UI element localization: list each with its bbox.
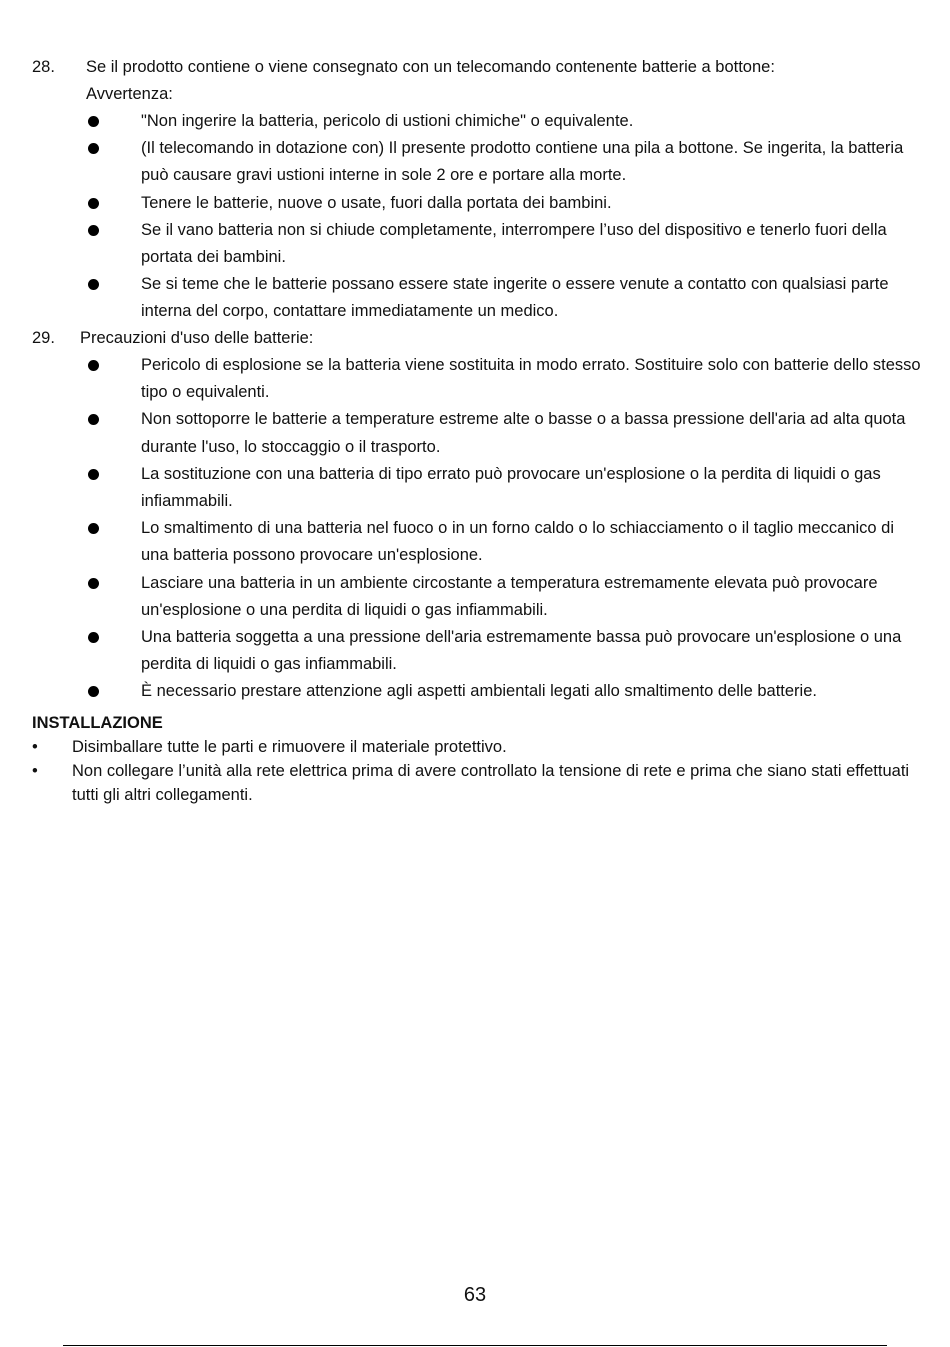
bullet-text: (Il telecomando in dotazione con) Il presente prodotto contiene una pila a bottone. Se ingerita, la batteria può causare gravi ustioni interne in sole 2 ore e portare alla morte. (141, 139, 904, 185)
item-intro: Se il prodotto contiene o viene consegnato con un telecomando contenente batterie a bottone: (86, 58, 775, 76)
bullet-item (32, 461, 922, 515)
section-heading-installazione: INSTALLAZIONE (32, 714, 163, 732)
bullet-dot-icon (88, 686, 99, 697)
bullet-text: "Non ingerire la batteria, pericolo di ustioni chimiche" o equivalente. (141, 112, 634, 130)
bullet-dot-icon (88, 578, 99, 589)
bullet-text: Pericolo di esplosione se la batteria viene sostituita in modo errato. Sostituire solo con batterie dello stesso tipo o equivalenti. (141, 356, 921, 402)
bullet-text: Se il vano batteria non si chiude completamente, interrompere l’uso del dispositivo e tenerlo fuori della portata dei bambini. (141, 220, 887, 267)
bullet-dot-icon (88, 632, 99, 643)
item-intro: Precauzioni d'uso delle batterie: (80, 329, 314, 347)
list-item (32, 759, 922, 807)
bullet-item (32, 515, 922, 569)
bullet-text: La sostituzione con una batteria di tipo errato può provocare un'esplosione o la perdita di liquidi o gas infiammabili. (141, 464, 881, 511)
bullet-dot-icon (88, 116, 99, 127)
bullet-dot-icon (88, 523, 99, 534)
bullet-item (32, 217, 922, 271)
item-number: 29. (32, 329, 55, 347)
bullet-dot-icon (88, 198, 99, 209)
bullet-text: Tenere le batterie, nuove o usate, fuori dalla portata dei bambini. (141, 193, 612, 212)
list-item-text: Disimballare tutte le parti e rimuovere il materiale protettivo. (72, 738, 507, 756)
list-item-text: Non collegare l’unità alla rete elettrica prima di avere controllato la tensione di rete e prima che siano stati effettuati tutti gli altri collegamenti. (72, 762, 910, 804)
bullet-text: Lo smaltimento di una batteria nel fuoco o in un forno caldo o lo schiacciamento o il taglio meccanico di una batteria possono provocare un'esplosione. (141, 519, 895, 565)
bullet-item (32, 190, 922, 217)
bullet-list (32, 108, 922, 326)
bullet-list (32, 352, 922, 706)
bullet-item (32, 570, 922, 624)
bullet-text: È necessario prestare attenzione agli aspetti ambientali legati allo smaltimento delle batterie. (141, 682, 817, 701)
bullet-text: Lasciare una batteria in un ambiente circostante a temperatura estremamente elevata può provocare un'esplosione o una perdita di liquidi o gas infiammabili. (141, 573, 878, 619)
bullet-item (32, 135, 922, 189)
bullet-dot-icon (88, 360, 99, 371)
list-item (32, 735, 922, 759)
item-warning-label: Avvertenza: (86, 85, 173, 103)
bullet-item (32, 406, 922, 460)
bullet-dot-icon (88, 225, 99, 236)
bullet-text: Non sottoporre le batterie a temperature estreme alte o basse o a bassa pressione dell'aria ad alta quota durante l'uso, lo stoccaggio o il trasporto. (141, 410, 906, 456)
bullet-text: Se si teme che le batterie possano essere state ingerite o essere venute a contatto con qualsiasi parte interna del corpo, contattare immediatamente un medico. (141, 275, 889, 321)
bullet-item (32, 624, 922, 678)
installation-list (32, 735, 922, 807)
bullet-text: Una batteria soggetta a una pressione dell'aria estremamente bassa può provocare un'esplosione o una perdita di liquidi o gas infiammabili. (141, 628, 902, 674)
bullet-icon: • (32, 762, 38, 780)
page-number: 63 (463, 1284, 487, 1306)
footer-divider (63, 1345, 887, 1346)
item-number: 28. (32, 58, 55, 76)
bullet-dot-icon (88, 469, 99, 480)
bullet-dot-icon (88, 414, 99, 425)
bullet-dot-icon (88, 143, 99, 154)
bullet-item (32, 108, 922, 135)
bullet-item (32, 352, 922, 406)
bullet-icon: • (32, 738, 38, 756)
bullet-item (32, 271, 922, 325)
bullet-dot-icon (88, 279, 99, 290)
bullet-item (32, 678, 922, 705)
